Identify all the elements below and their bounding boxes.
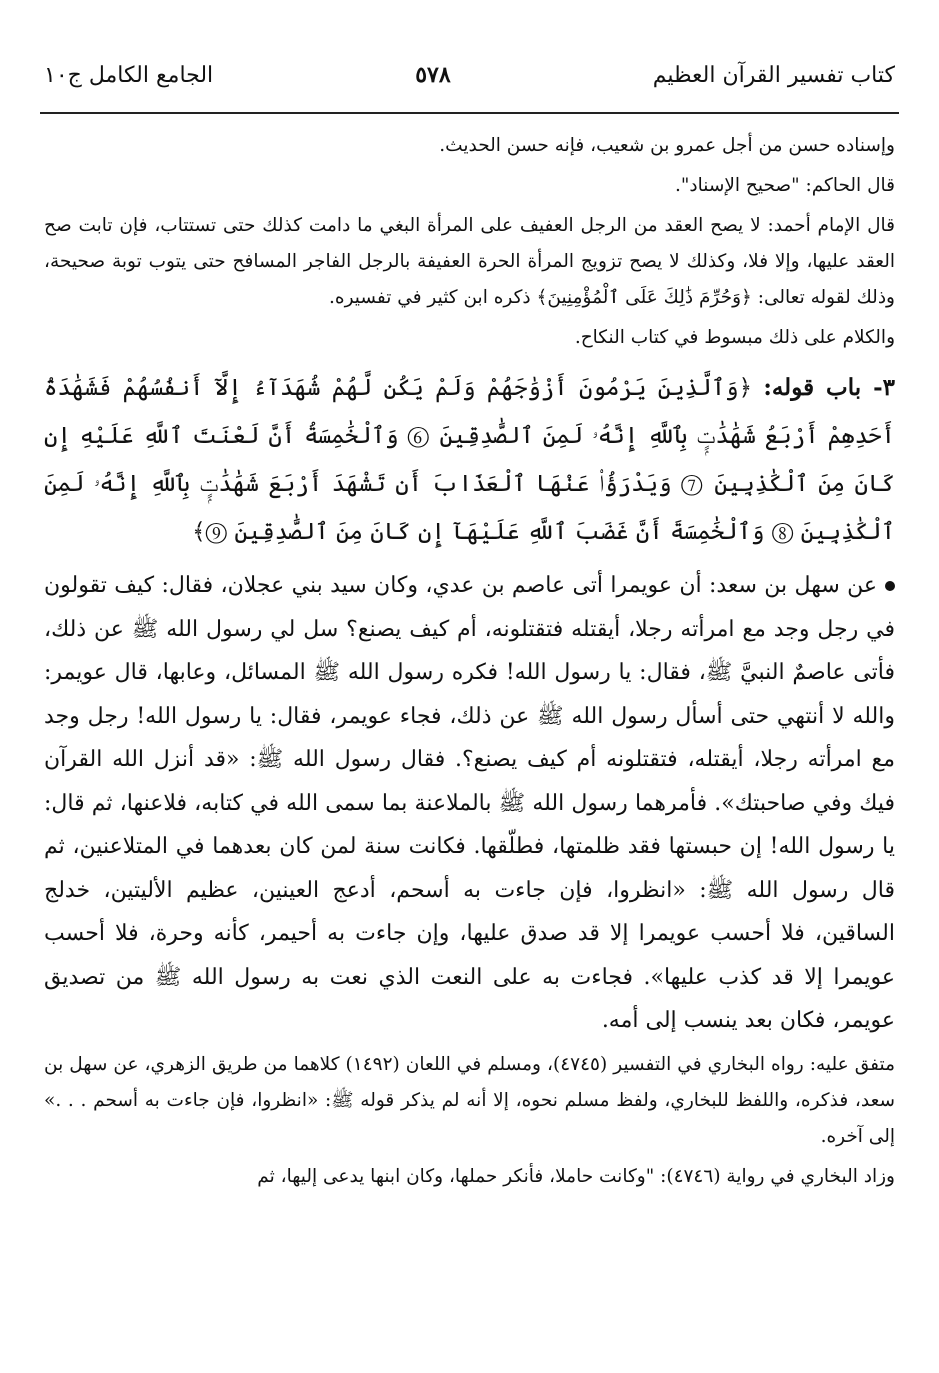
hadith-body: عن سهل بن سعد: أن عويمرا أتى عاصم بن عدي، وكان سيد بني عجلان، فقال: كيف تقولون في رجل وجد مع امرأته رجلا، أيقتله فتقتلونه، أم كيف يصنع؟ سل لي رسول الله ﷺ عن ذلك، فأتى عاصمٌ النبيَّ ﷺ، فقال: يا رسول الله! فكره رسول الله ﷺ المسائل، وعابها، قال عويمر: والله لا أنتهي حتى أسأل رسول الله ﷺ عن ذلك، فجاء عويمر، فقال: يا رسول الله! رجل وجد مع امرأته رجلا، أيقتله، فتقتلونه أم كيف يصنع؟. فقال رسول الله ﷺ: «قد أنزل الله القرآن فيك وفي صاحبتك». فأمرهما رسول الله ﷺ بالملاعنة بما سمى الله في كتابه، فلاعنها، ثم قال: يا رسول الله! إن حبستها فقد ظلمتها، فطلّقها. فكانت سنة لمن كان بعدهما في المتلاعنين، ثم قال رسول الله ﷺ: «انظروا، فإن جاءت به أسحم، أدعج العينين، عظيم الأليتين، خدلج الساقين، فلا أحسب عويمرا إلا قد صدق عليها، وإن جاءت به أحيمر، كأنه وحرة، فلا أحسب عويمرا إلا قد كذب عليها». فجاءت به على النعت الذي نعت به رسول الله ﷺ من تصديق عويمر، فكان بعد ينسب إلى أمه. <box>44 573 895 1033</box>
chapter-verse: ﴿وَٱلَّذِينَ يَرْمُونَ أَزْوَٰجَهُمْ وَلَمْ يَكُن لَّهُمْ شُهَدَآءُ إِلَّآ أَنفُسُهُمْ فَشَهَٰدَةُ أَحَدِهِمْ أَرْبَعُ شَهَٰدَٰتٍۭ بِٱللَّهِ إِنَّهُۥ لَمِنَ ٱلصَّٰدِقِينَ ⑥ وَٱلْخَٰمِسَةُ أَنَّ لَعْنَتَ ٱللَّهِ عَلَيْهِ إِن كَانَ مِنَ ٱلْكَٰذِبِينَ ⑦ وَيَدْرَؤُا۟ عَنْهَا ٱلْعَذَابَ أَن تَشْهَدَ أَرْبَعَ شَهَٰدَٰتٍۭ بِٱللَّهِ إِنَّهُۥ لَمِنَ ٱلْكَٰذِبِينَ ⑧ وَٱلْخَٰمِسَةَ أَنَّ غَضَبَ ٱللَّهِ عَلَيْهَآ إِن كَانَ مِنَ ٱلصَّٰدِقِينَ ⑨﴾ <box>44 375 895 545</box>
paragraph-nikah: والكلام على ذلك مبسوط في كتاب النكاح. <box>574 327 895 348</box>
header-divider <box>40 112 899 114</box>
chapter-title: ٣- باب قوله: <box>763 374 896 401</box>
paragraph-isnad: وإسناده حسن من أجل عمرو بن شعيب، فإنه حسن الحديث. <box>439 135 895 156</box>
page-body <box>44 128 895 1195</box>
takhrij-note: متفق عليه: رواه البخاري في التفسير (٤٧٤٥)، ومسلم في اللعان (١٤٩٢) كلاهما من طريق الزهري، عن سهل بن سعد، فذكره، واللفظ للبخاري، ولفظ مسلم نحوه، إلا أنه لم يذكر قوله ﷺ: «انظروا، فإن جاءت به أسحم . . .» إلى آخره. <box>44 1053 895 1147</box>
bullet-icon <box>885 581 895 591</box>
running-header <box>44 62 895 88</box>
bukhari-addition: وزاد البخاري في رواية (٤٧٤٦): "وكانت حاملا، فأنكر حملها، وكان ابنها يدعى إليها، ثم <box>257 1165 895 1187</box>
paragraph-hakim: قال الحاكم: "صحيح الإسناد". <box>675 175 895 196</box>
page-number: ٥٧٨ <box>415 62 451 88</box>
paragraph-ahmad: قال الإمام أحمد: لا يصح العقد من الرجل العفيف على المرأة البغي ما دامت كذلك حتى تستتاب، فإن تابت صح العقد عليها، وإلا فلا، وكذلك لا يصح تزويج المرأة الحرة العفيفة بالرجل الفاجر المسافح حتى يتوب توبة صحيحة، وذلك لقوله تعالى: ﴿وَحُرِّمَ ذَٰلِكَ عَلَى ٱلْمُؤْمِنِينَ﴾ ذكره ابن كثير في تفسيره. <box>44 215 895 308</box>
book-title: كتاب تفسير القرآن العظيم <box>652 63 895 88</box>
hadith-text <box>44 564 895 1043</box>
chapter-heading <box>44 364 895 556</box>
volume-label: الجامع الكامل ج١٠ <box>44 63 214 88</box>
